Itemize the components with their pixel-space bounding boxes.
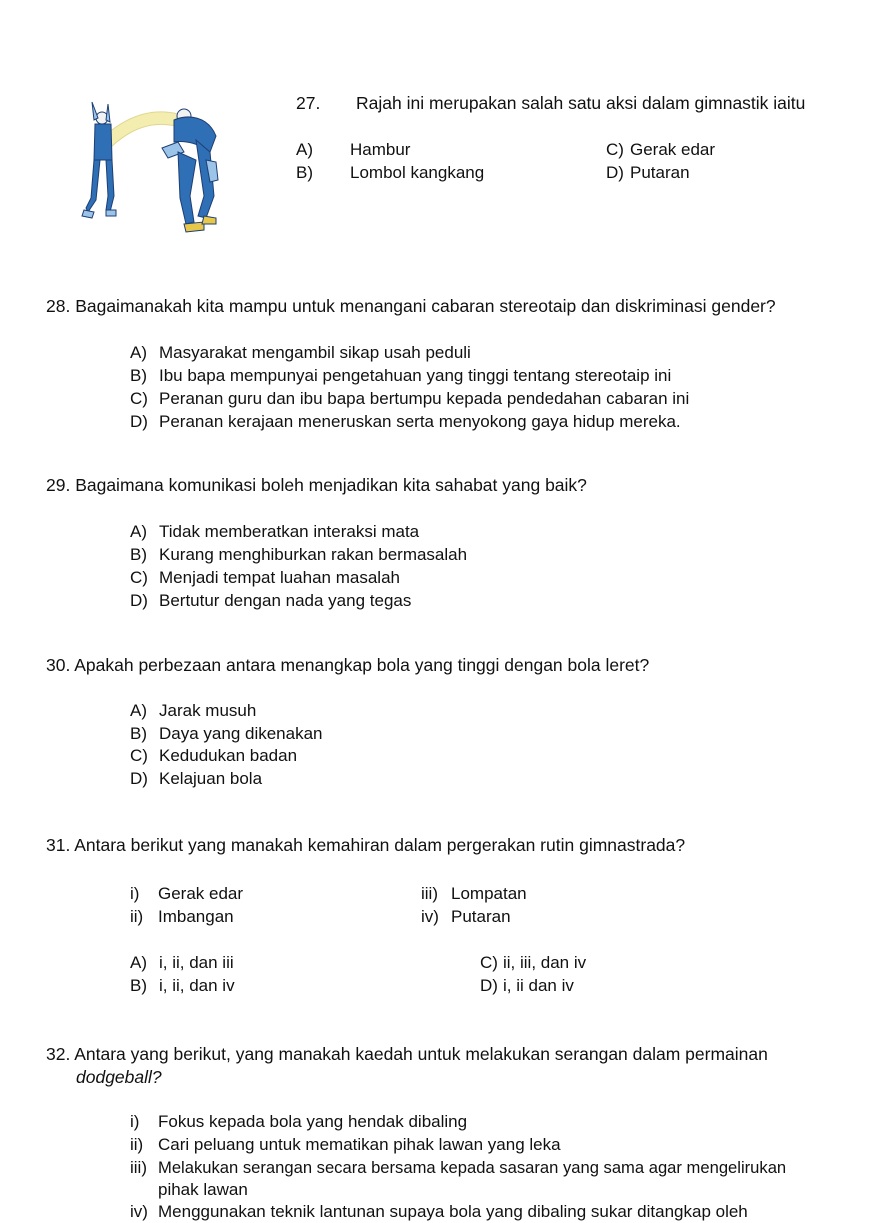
q31-item-i: Gerak edar bbox=[158, 884, 244, 903]
q32-item-iv: Menggunakan teknik lantunan supaya bola yang dibaling sukar ditangkap oleh bbox=[158, 1202, 748, 1221]
left-gymnast bbox=[82, 102, 116, 218]
q29-option-b: Kurang menghiburkan rakan bermasalah bbox=[159, 545, 468, 564]
q31-option-c-letter: C) bbox=[480, 953, 498, 972]
q31-option-a: i, ii, dan iii bbox=[159, 953, 234, 972]
q32-text-line2: dodgeball? bbox=[76, 1067, 162, 1087]
q29-option-a: Tidak memberatkan interaksi mata bbox=[159, 522, 420, 541]
q28-option-b: Ibu bapa mempunyai pengetahuan yang tinggi tentang stereotaip ini bbox=[159, 366, 672, 385]
q28-option-a: Masyarakat mengambil sikap usah peduli bbox=[159, 343, 471, 362]
q27-option-c-letter: C) bbox=[606, 140, 624, 159]
q32-item-i-numeral: i) bbox=[130, 1112, 140, 1131]
q29-option-d-letter: D) bbox=[130, 591, 148, 610]
q30-option-b-letter: B) bbox=[130, 724, 147, 743]
q31-item-iv: Putaran bbox=[451, 907, 511, 926]
q31-item-i-numeral: i) bbox=[130, 884, 140, 903]
q27-option-b: Lombol kangkang bbox=[350, 163, 485, 182]
q32-item-iii-numeral: iii) bbox=[130, 1158, 147, 1177]
q28-text: 28. Bagaimanakah kita mampu untuk menangani cabaran stereotaip dan diskriminasi gender? bbox=[46, 296, 776, 316]
q30-text: 30. Apakah perbezaan antara menangkap bola yang tinggi dengan bola leret? bbox=[46, 655, 650, 675]
q27-option-d: Putaran bbox=[630, 163, 690, 182]
q30-option-c: Kedudukan badan bbox=[159, 746, 298, 765]
q32-item-ii-numeral: ii) bbox=[130, 1135, 144, 1154]
q31-option-a-letter: A) bbox=[130, 953, 147, 972]
gymnastics-figure bbox=[78, 100, 258, 240]
q30-option-a-letter: A) bbox=[130, 701, 147, 720]
q32-item-ii: Cari peluang untuk mematikan pihak lawan yang leka bbox=[158, 1135, 561, 1154]
q27-option-d-letter: D) bbox=[606, 163, 624, 182]
q27-option-b-letter: B) bbox=[296, 163, 313, 182]
q32-item-iii: Melakukan serangan secara bersama kepada sasaran yang sama agar mengelirukan bbox=[158, 1158, 787, 1177]
q31-option-b: i, ii, dan iv bbox=[159, 976, 235, 995]
q32-text: 32. Antara yang berikut, yang manakah kaedah untuk melakukan serangan dalam permainan bbox=[46, 1044, 768, 1064]
q31-item-ii: Imbangan bbox=[158, 907, 234, 926]
q27-option-a: Hambur bbox=[350, 140, 411, 159]
q28-option-b-letter: B) bbox=[130, 366, 147, 385]
q31-item-iv-numeral: iv) bbox=[421, 907, 439, 926]
q28-option-d: Peranan kerajaan meneruskan serta menyokong gaya hidup mereka. bbox=[159, 412, 681, 431]
right-gymnast bbox=[162, 109, 218, 232]
q31-option-d-letter: D) bbox=[480, 976, 498, 995]
q29-option-d: Bertutur dengan nada yang tegas bbox=[159, 591, 412, 610]
q28-option-a-letter: A) bbox=[130, 343, 147, 362]
q32-item-iii-cont: pihak lawan bbox=[158, 1180, 248, 1199]
q31-item-iii-numeral: iii) bbox=[421, 884, 438, 903]
q29-option-c-letter: C) bbox=[130, 568, 148, 587]
q27-option-a-letter: A) bbox=[296, 140, 313, 159]
q28-option-c: Peranan guru dan ibu bapa bertumpu kepada pendedahan cabaran ini bbox=[159, 389, 690, 408]
q32-item-i: Fokus kepada bola yang hendak dibaling bbox=[158, 1112, 468, 1131]
q31-item-iii: Lompatan bbox=[451, 884, 527, 903]
q31-option-d: i, ii dan iv bbox=[503, 976, 574, 995]
q29-text: 29. Bagaimana komunikasi boleh menjadikan kita sahabat yang baik? bbox=[46, 475, 587, 495]
q31-option-b-letter: B) bbox=[130, 976, 147, 995]
q29-option-b-letter: B) bbox=[130, 545, 147, 564]
q31-option-c: ii, iii, dan iv bbox=[503, 953, 587, 972]
q31-item-ii-numeral: ii) bbox=[130, 907, 144, 926]
q30-option-b: Daya yang dikenakan bbox=[159, 724, 323, 743]
q28-option-c-letter: C) bbox=[130, 389, 148, 408]
q27-text: Rajah ini merupakan salah satu aksi dalam gimnastik iaitu bbox=[356, 93, 806, 113]
q32-item-iv-numeral: iv) bbox=[130, 1202, 148, 1221]
q28-option-d-letter: D) bbox=[130, 412, 148, 431]
q27-number: 27. bbox=[296, 93, 321, 113]
q31-text: 31. Antara berikut yang manakah kemahiran dalam pergerakan rutin gimnastrada? bbox=[46, 835, 686, 855]
q30-option-c-letter: C) bbox=[130, 746, 148, 765]
q29-option-a-letter: A) bbox=[130, 522, 147, 541]
q30-option-d: Kelajuan bola bbox=[159, 769, 263, 788]
q27-option-c: Gerak edar bbox=[630, 140, 716, 159]
q29-option-c: Menjadi tempat luahan masalah bbox=[159, 568, 400, 587]
q30-option-a: Jarak musuh bbox=[159, 701, 257, 720]
q30-option-d-letter: D) bbox=[130, 769, 148, 788]
